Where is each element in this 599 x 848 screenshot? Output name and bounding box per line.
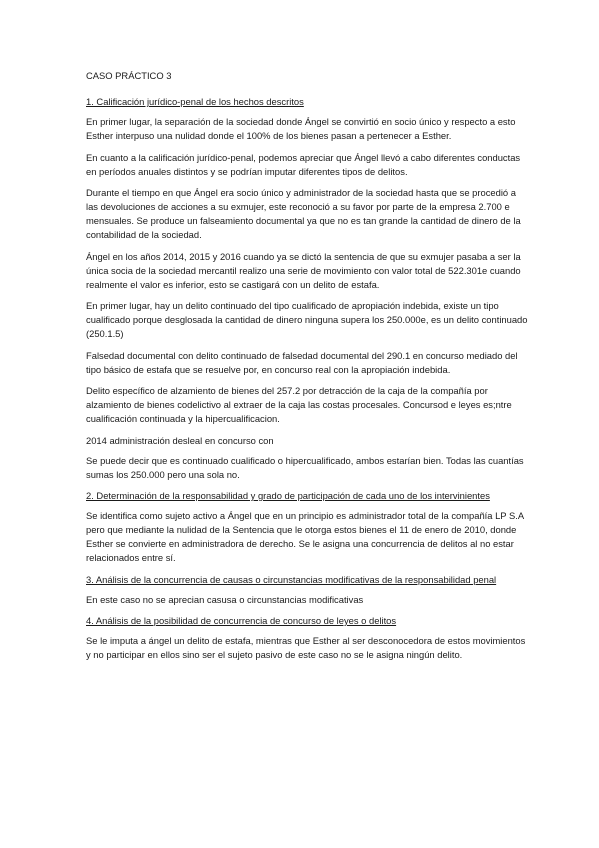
paragraph: Se identifica como sujeto activo a Ángel que en un principio es administrador total de la compañía LP S.A pero que mediante la nulidad de la Sentencia que le otorga estos bienes el 11 de enero de 2010, donde Esther se convierte en administradora de derecho. Se le asigna una concurrencia de delitos al no estar relacionados entre sí. bbox=[86, 510, 524, 563]
paragraph: Ángel en los años 2014, 2015 y 2016 cuando ya se dictó la sentencia de que su exmujer pasaba a ser la única socia de la sociedad mercantil realizo una serie de movimiento con valor total de 522.301e cuando realmente el valor es inferior, esto se castigará con un delito de estafa. bbox=[86, 250, 521, 290]
paragraph: Falsedad documental con delito continuado de falsedad documental del 290.1 en concurso mediado del tipo básico de estafa que se resuelve por, en concurso real con la apropiación indebida. bbox=[86, 349, 518, 375]
paragraph: Durante el tiempo en que Ángel era socio único y administrador de la sociedad hasta que se procedió a las devoluciones de acciones a su exmujer, este reconoció a su favor por parte de la empresa 2.700 e mensuales. Se produce un falseamiento documental ya que no es tan grande la cantidad de dinero de la contabilidad de la sociedad. bbox=[86, 187, 521, 240]
paragraph: En primer lugar, hay un delito continuado del tipo cualificado de apropiación indebida, existe un tipo cualificado porque desglosada la cantidad de dinero ninguna supera los 250.000e, es un delito continuado (250.1.5) bbox=[86, 300, 528, 339]
document-title: CASO PRÁCTICO 3 bbox=[86, 70, 172, 81]
paragraph: Se le imputa a ángel un delito de estafa, mientras que Esther al ser desconocedora de estos movimientos y no participar en ellos sino ser el sujeto pasivo de este caso no se le asigna ningún delito. bbox=[86, 635, 526, 660]
paragraph: Se puede decir que es continuado cualificado o hipercualificado, ambos estarían bien. Todas las cuantías sumas los 250.000 pero una sola no. bbox=[86, 454, 524, 480]
section-heading-3: 3. Análisis de la concurrencia de causas o circunstancias modificativas de la responsabilidad penal bbox=[86, 573, 497, 585]
paragraph: 2014 administración desleal en concurso con bbox=[86, 434, 274, 446]
section-heading-2: 2. Determinación de la responsabilidad y grado de participación de cada uno de los intervinientes bbox=[86, 490, 490, 501]
paragraph: En este caso no se aprecian casusa o circunstancias modificativas bbox=[86, 593, 364, 605]
paragraph: En cuanto a la calificación jurídico-penal, podemos apreciar que Ángel llevó a cabo diferentes conductas en períodos anuales distintos y se podrían imputar diferentes tipos de delitos. bbox=[86, 151, 521, 177]
paragraph: Delito específico de alzamiento de bienes del 257.2 por detracción de la caja de la compañía por alzamiento de bienes codelictivo al extraer de la caja las costas procesales. Concursod e leyes es;ntre cualificación continuada y la hipercualificacion. bbox=[86, 385, 512, 424]
section-heading-1: 1. Calificación jurídico-penal de los hechos descritos bbox=[86, 96, 304, 107]
section-heading-4: 4. Análisis de la posibilidad de concurrencia de concurso de leyes o delitos bbox=[86, 615, 397, 626]
paragraph: En primer lugar, la separación de la sociedad donde Ángel se convirtió en socio único y respecto a esto Esther interpuso una nulidad donde el 100% de los bienes pasan a pertenecer a Esther. bbox=[86, 116, 516, 141]
